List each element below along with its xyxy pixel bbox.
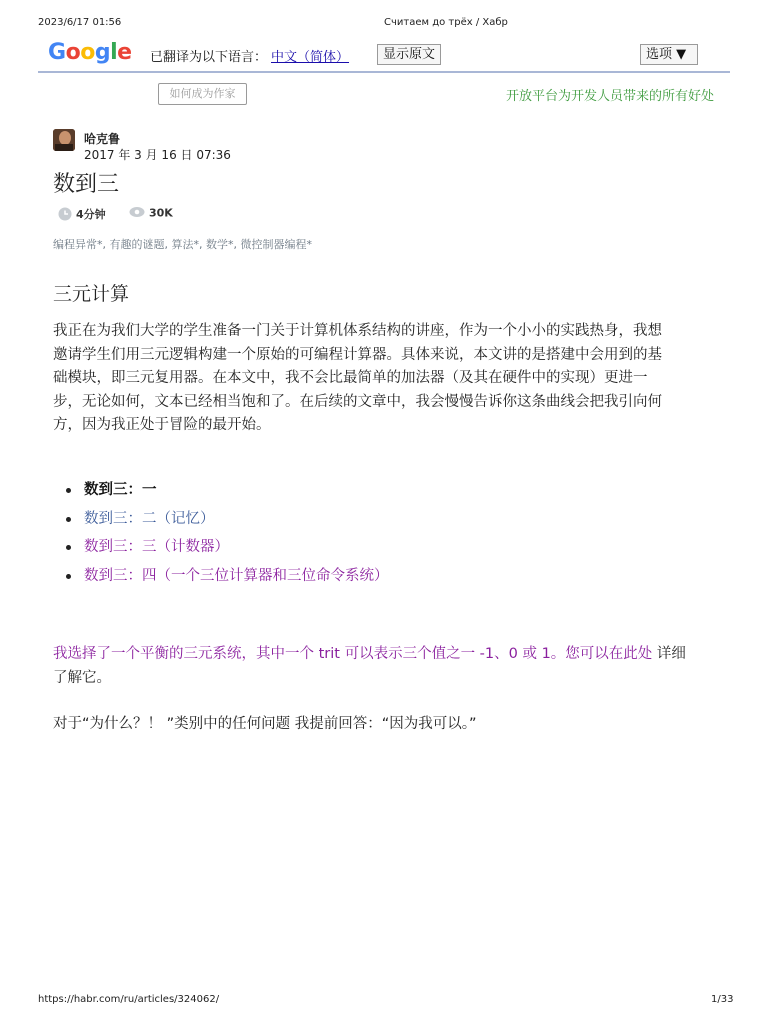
reading-time [58, 206, 106, 224]
print-datetime: 2023/6/17 01:56 [38, 17, 122, 28]
avatar-photo [53, 129, 75, 151]
become-author-button[interactable]: 如何成为作家 [158, 83, 247, 105]
google-logo-letter: g [94, 40, 111, 65]
intro-line: 础模块，即三元复用器。在本文中，我不会比最简单的加法器（及其在硬件中的实现）更进一 [53, 370, 648, 386]
intro-line: 邀请学生们用三元逻辑构建一个原始的可编程计算器。具体来说，本文讲的是搭建中会用到的基 [53, 346, 662, 363]
intro-paragraph [53, 320, 719, 438]
post-title: 数到三 [53, 172, 120, 197]
section-heading: 三元计算 [53, 283, 130, 305]
hub-list[interactable]: 编程异常*, 有趣的谜题, 算法*, 数学*, 微控制器编程* [53, 238, 312, 251]
options-button[interactable]: 选项 ▼ [640, 44, 698, 65]
print-page-count: 1/33 [711, 994, 734, 1005]
why-paragraph: 对于“为什么？！ ”类别中的任何问题 我提前回答：“因为我可以。” [53, 716, 477, 732]
print-url: https://habr.com/ru/articles/324062/ [38, 994, 220, 1005]
translate-bar-divider [38, 71, 730, 73]
reading-time-value: 4分钟 [76, 208, 106, 221]
series-item-link[interactable]: 数到三：二（记忆） [66, 505, 389, 534]
intro-line: 步，无论如何，文本已经相当饱和了。在后续的文章中，我会慢慢告诉你这条曲线会把我引向何 [53, 393, 662, 410]
google-logo-letter: l [110, 40, 118, 65]
translated-label: 已翻译为以下语言： [150, 50, 268, 65]
intro-line: 方，因为我正处于冒险的最开始。 [53, 417, 271, 433]
series-item-current: 数到三：一 [66, 476, 389, 505]
balanced-ternary-paragraph [53, 643, 723, 690]
views-value: 30K [149, 206, 173, 220]
post-date: 2017 年 3 月 16 日 07:36 [84, 148, 231, 162]
print-page-title: Считаем до трёх / Хабр [384, 17, 508, 28]
google-logo-letter: G [48, 40, 66, 65]
promo-link[interactable]: 开放平台为开发人员带来的所有好处 [505, 89, 714, 104]
views-count [129, 206, 173, 221]
show-original-button[interactable]: 显示原文 [377, 44, 441, 65]
intro-line: 我正在为我们大学的学生准备一门关于计算机体系结构的讲座，作为一个小小的实践热身，我想 [53, 323, 662, 339]
clock-icon [58, 207, 72, 224]
balanced-tail: 详细 [652, 646, 686, 662]
balanced-ternary-link[interactable]: 我选择了一个平衡的三元系统，其中一个 trit 可以表示三个值之一 -1、0 或 1。您可以在此处 [53, 646, 653, 662]
series-item-link[interactable]: 数到三：三（计数器） [66, 533, 389, 562]
eye-icon [129, 206, 145, 221]
google-logo-letter: o [80, 40, 95, 65]
google-logo-letter: e [117, 40, 132, 65]
series-list [66, 476, 389, 590]
series-item-link[interactable]: 数到三：四（一个三位计算器和三位命令系统） [66, 562, 389, 591]
target-language-link[interactable]: 中文（简体） [271, 50, 350, 65]
author-name[interactable]: 哈克鲁 [84, 132, 121, 146]
balanced-line-1 [53, 643, 723, 667]
google-logo-letter: o [65, 40, 81, 65]
google-logo[interactable] [48, 40, 132, 65]
author-avatar[interactable] [53, 129, 75, 151]
balanced-line-2: 了解它。 [53, 669, 111, 686]
